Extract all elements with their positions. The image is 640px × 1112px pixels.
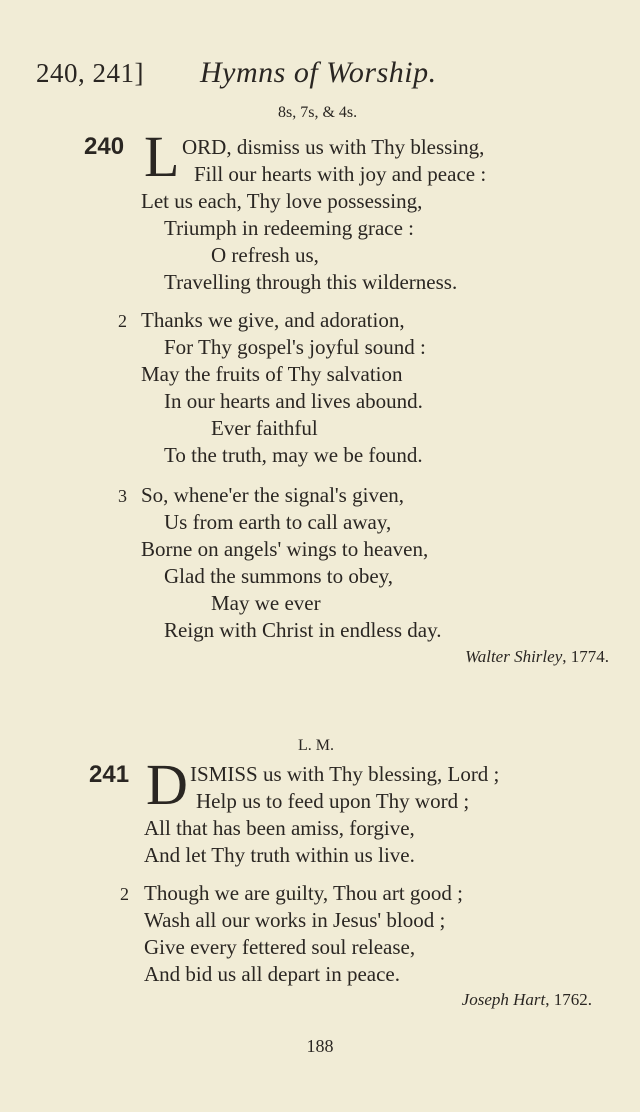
verse-line: Us from earth to call away, xyxy=(164,510,392,534)
verse-line: And let Thy truth within us live. xyxy=(144,843,415,867)
verse-line: Reign with Christ in endless day. xyxy=(164,618,442,642)
verse-line: ORD, dismiss us with Thy blessing, xyxy=(182,135,485,159)
verse-line: Glad the summons to obey, xyxy=(164,564,394,588)
verse-line: Help us to feed upon Thy word ; xyxy=(196,789,470,813)
author-year: , 1762. xyxy=(545,990,592,1009)
drop-cap: D xyxy=(146,752,188,817)
page-number: 188 xyxy=(306,1036,334,1056)
verse-line: May the fruits of Thy salvation xyxy=(141,362,403,386)
meter-label: 8s, 7s, & 4s. xyxy=(278,104,358,121)
author-year: , 1774. xyxy=(562,647,609,666)
verse-line: Though we are guilty, Thou art good ; xyxy=(144,881,464,905)
stanza-number: 2 xyxy=(120,884,129,904)
verse-line: Wash all our works in Jesus' blood ; xyxy=(144,908,446,932)
header-hymn-numbers: 240, 241] xyxy=(36,58,144,88)
header-title: Hymns of Worship. xyxy=(200,56,437,89)
verse-line: Let us each, Thy love possessing, xyxy=(141,189,423,213)
hymn-number: 241 xyxy=(89,761,130,788)
author-attribution xyxy=(465,647,609,667)
hymn-number: 240 xyxy=(84,133,125,160)
verse-line: O refresh us, xyxy=(211,243,319,267)
drop-cap: L xyxy=(144,124,180,189)
verse-line: For Thy gospel's joyful sound : xyxy=(164,335,426,359)
verse-line: To the truth, may we be found. xyxy=(164,443,423,467)
verse-line: Triumph in redeeming grace : xyxy=(164,216,415,240)
verse-line: Ever faithful xyxy=(211,416,318,440)
verse-line: Fill our hearts with joy and peace : xyxy=(194,162,487,186)
verse-line: In our hearts and lives abound. xyxy=(164,389,423,413)
verse-line: Borne on angels' wings to heaven, xyxy=(141,537,429,561)
author-name: Walter Shirley xyxy=(465,647,563,666)
verse-line: And bid us all depart in peace. xyxy=(144,962,400,986)
meter-label: L. M. xyxy=(298,737,334,754)
verse-line: May we ever xyxy=(211,591,321,615)
verse-line: Give every fettered soul release, xyxy=(144,935,416,959)
author-attribution xyxy=(462,990,592,1010)
verse-line: All that has been amiss, forgive, xyxy=(144,816,415,840)
author-name: Joseph Hart xyxy=(461,990,546,1009)
stanza-number: 3 xyxy=(118,486,127,506)
stanza-number: 2 xyxy=(118,311,127,331)
verse-line: Travelling through this wilderness. xyxy=(164,270,458,294)
verse-line: Thanks we give, and adoration, xyxy=(141,308,405,332)
verse-line: ISMISS us with Thy blessing, Lord ; xyxy=(190,762,500,786)
verse-line: So, whene'er the signal's given, xyxy=(141,483,405,507)
